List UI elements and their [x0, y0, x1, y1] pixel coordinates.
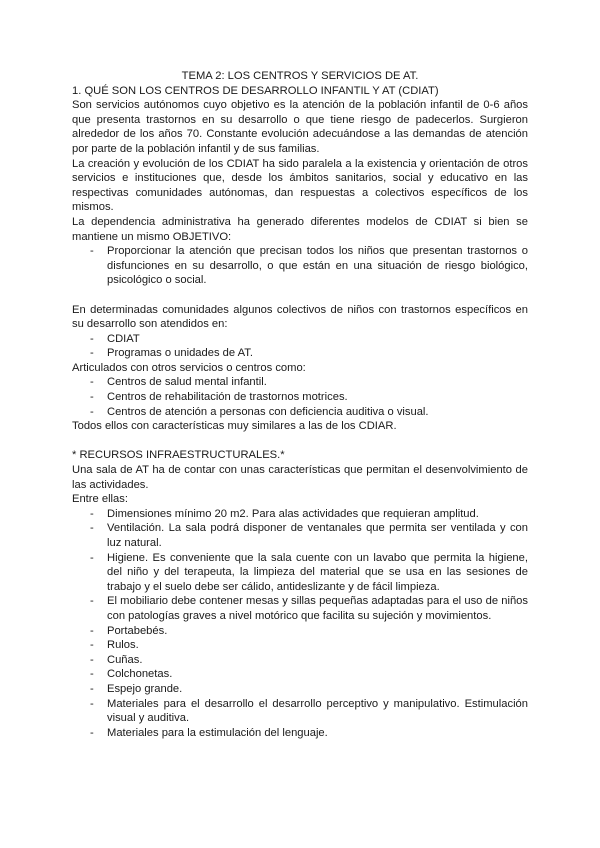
attended-list: [72, 332, 528, 361]
bullet-dash: -: [90, 595, 94, 608]
list-item: - Materiales para la estimulación del lenguaje.: [90, 726, 328, 739]
bullet-dash: -: [90, 332, 94, 345]
bullet-dash: -: [90, 726, 94, 739]
bullet-dash: -: [90, 697, 94, 710]
centers-list: [72, 375, 528, 419]
bullet-dash: -: [90, 522, 94, 535]
list-item: - Espejo grande.: [90, 682, 183, 695]
paragraph-1: Son servicios autónomos cuyo objetivo es la atención de la población infantil de 0-6 años que presenta trastornos en su desarrollo o que tiene riesgo de padecerlos. Surgieron alrededor de los años 70. Constante evolución adecuándose a las demandas de atención por parte de la población infantil y de sus familias.: [72, 99, 528, 155]
bullet-dash: -: [90, 245, 94, 258]
bullet-dash: -: [90, 507, 94, 520]
bullet-dash: -: [90, 653, 94, 666]
bullet-dash: -: [90, 624, 94, 637]
paragraph-8: Entre ellas:: [72, 493, 128, 506]
document-title: TEMA 2: LOS CENTROS Y SERVICIOS DE AT.: [181, 70, 419, 82]
list-item: - Centros de rehabilitación de trastornos motrices.: [90, 391, 348, 404]
section-heading-1: 1. QUÉ SON LOS CENTROS DE DESARROLLO INFANTIL Y AT (CDIAT): [72, 84, 439, 97]
list-item: - Cuñas.: [90, 653, 143, 666]
bullet-dash: -: [90, 668, 94, 681]
paragraph-5: Articulados con otros servicios o centros como:: [72, 361, 306, 374]
bullet-dash: -: [90, 405, 94, 418]
list-item: - Proporcionar la atención que precisan todos los niños que presentan trastornos o disfunciones en su desarrollo, o que están en una situación de riesgo biológico, psicológico o social.: [90, 245, 528, 287]
bullet-dash: -: [90, 639, 94, 652]
list-item: - Portabebés.: [90, 624, 168, 637]
paragraph-6: Todos ellos con características muy similares a las de los CDIAR.: [72, 420, 397, 433]
bullet-dash: -: [90, 551, 94, 564]
list-item: - Ventilación. La sala podrá disponer de ventanales que permita ser ventilada y con luz natural.: [90, 522, 528, 549]
paragraph-4: En determinadas comunidades algunos colectivos de niños con trastornos específicos en su desarrollo son atendidos en:: [72, 303, 528, 331]
list-item: - Dimensiones mínimo 20 m2. Para alas actividades que requieran amplitud.: [90, 507, 479, 520]
list-item: - Centros de salud mental infantil.: [90, 376, 267, 389]
list-item: - Higiene. Es conveniente que la sala cuente con un lavabo que permita la higiene, del niño y del terapeuta, la limpieza del material que se usa en las sesiones de trabajo y el suelo debe ser cálido, antideslizante y de fácil limpieza.: [90, 551, 528, 593]
list-item: - Rulos.: [90, 639, 139, 652]
paragraph-7: Una sala de AT ha de contar con unas características que permitan el desenvolvimiento de las actividades.: [72, 464, 528, 491]
list-item: - Centros de atención a personas con deficiencia auditiva o visual.: [90, 405, 429, 418]
objective-list: [72, 244, 528, 288]
paragraph-2: La creación y evolución de los CDIAT ha sido paralela a la existencia y orientación de otros servicios e instituciones que, desde los ámbitos sanitarios, social y educativo en las respectivas comunidades autónomas, dan respuestas a colectivos específicos de los mismos.: [72, 157, 528, 214]
paragraph-3: La dependencia administrativa ha generado diferentes modelos de CDIAT si bien se mantiene un mismo OBJETIVO:: [72, 215, 528, 243]
bullet-dash: -: [90, 682, 94, 695]
bullet-dash: -: [90, 376, 94, 389]
list-item: - CDIAT: [90, 332, 140, 345]
resources-list: [72, 507, 528, 741]
document-page: [72, 69, 528, 740]
list-item: - Materiales para el desarrollo el desarrollo perceptivo y manipulativo. Estimulación visual y auditiva.: [90, 697, 528, 725]
bullet-dash: -: [90, 347, 94, 360]
list-item: - Colchonetas.: [90, 668, 173, 681]
section-heading-2: * RECURSOS INFRAESTRUCTURALES.*: [72, 449, 285, 462]
list-item: - El mobiliario debe contener mesas y sillas pequeñas adaptadas para el uso de niños con patologías graves a nivel motórico que facilita su sujeción y movimientos.: [90, 595, 528, 622]
list-item: - Programas o unidades de AT.: [90, 347, 253, 360]
bullet-dash: -: [90, 391, 94, 404]
